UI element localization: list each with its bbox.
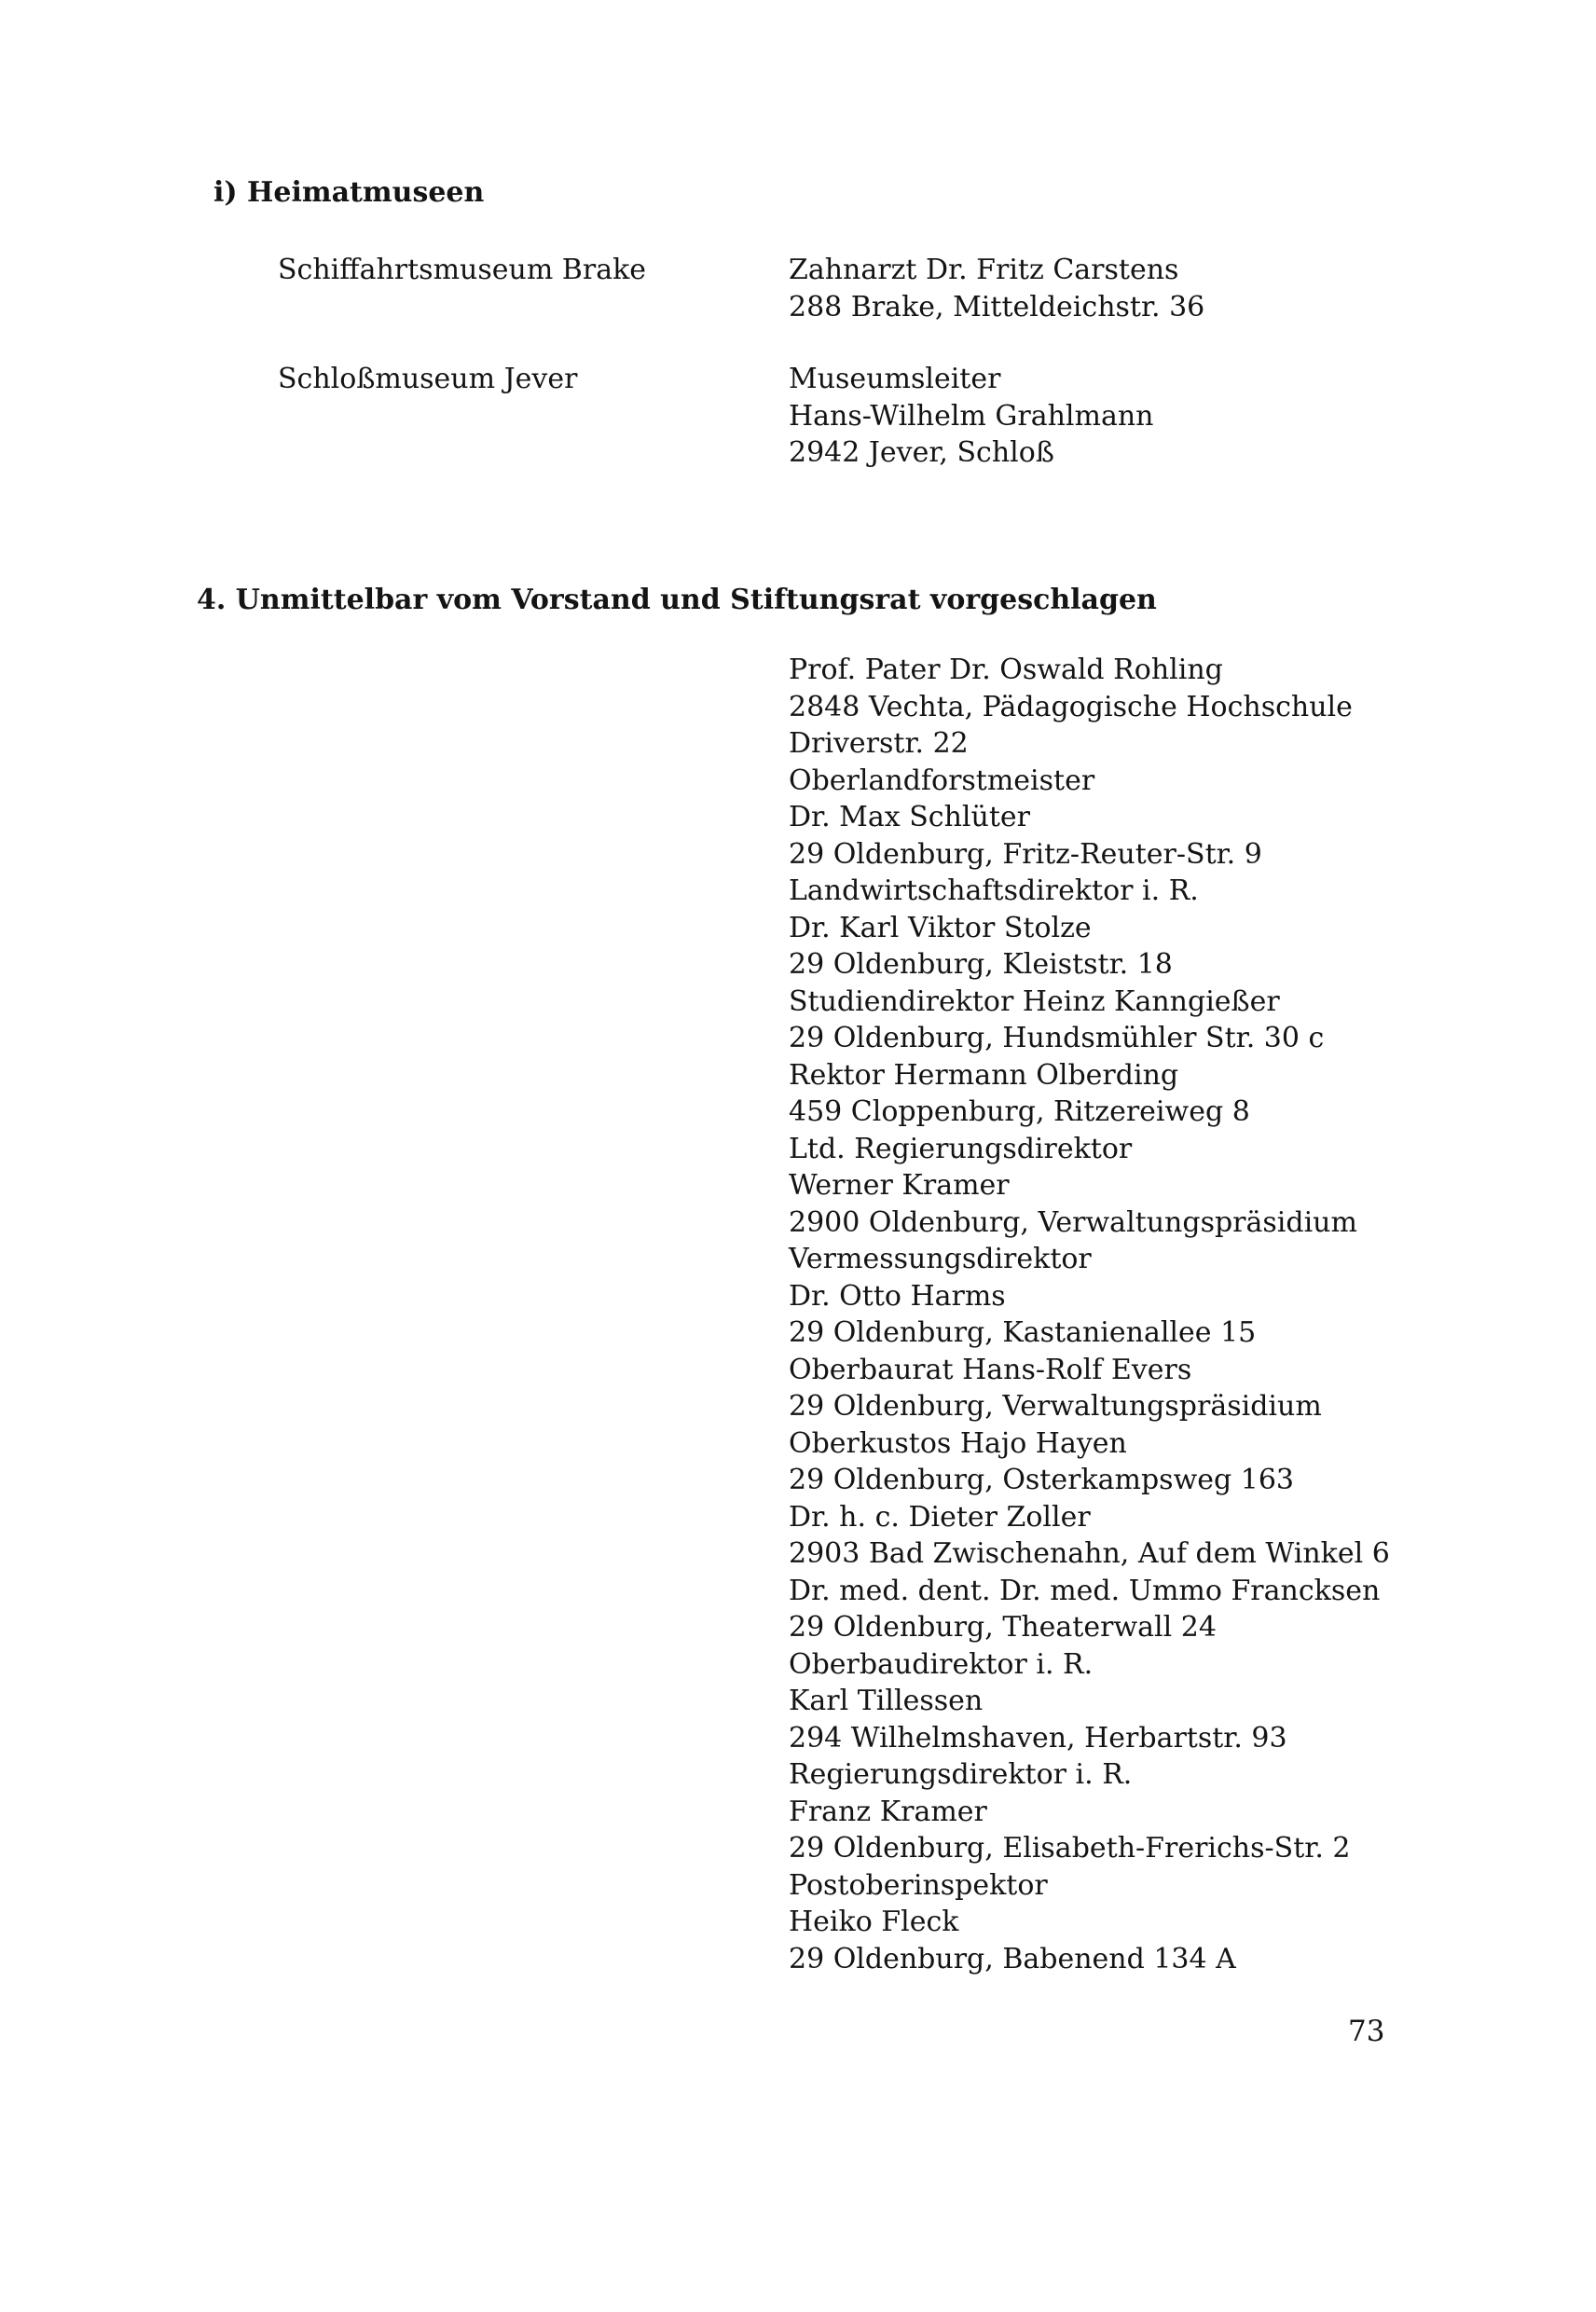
member-list bbox=[789, 652, 1390, 1977]
contact-line: 288 Brake, Mitteldeichstr. 36 bbox=[789, 290, 1205, 323]
museum-name: Schiffahrtsmuseum Brake bbox=[278, 254, 647, 286]
list-item: Landwirtschaftsdirektor i. R. bbox=[789, 874, 1199, 907]
list-item: 29 Oldenburg, Fritz-Reuter-Str. 9 bbox=[789, 837, 1262, 871]
section-heading-vorgeschlagen: 4. Unmittelbar vom Vorstand und Stiftungsrat vorgeschlagen bbox=[197, 584, 1157, 616]
list-item: Dr. Karl Viktor Stolze bbox=[789, 911, 1092, 944]
list-item: 2900 Oldenburg, Verwaltungspräsidium bbox=[789, 1205, 1357, 1239]
list-item: Regierungsdirektor i. R. bbox=[789, 1758, 1133, 1791]
list-item: Driverstr. 22 bbox=[789, 727, 969, 760]
list-item: 459 Cloppenburg, Ritzereiweg 8 bbox=[789, 1095, 1250, 1128]
museum-name: Schloßmuseum Jever bbox=[278, 363, 578, 395]
contact-line: Zahnarzt Dr. Fritz Carstens bbox=[789, 254, 1179, 286]
list-item: 29 Oldenburg, Kleiststr. 18 bbox=[789, 948, 1173, 981]
contact-line: Museumsleiter bbox=[789, 363, 1001, 395]
list-item: Prof. Pater Dr. Oswald Rohling bbox=[789, 654, 1223, 686]
list-item: 29 Oldenburg, Elisabeth-Frerichs-Str. 2 bbox=[789, 1832, 1351, 1865]
list-item: Franz Kramer bbox=[789, 1795, 987, 1828]
list-item: Dr. med. dent. Dr. med. Ummo Francksen bbox=[789, 1574, 1381, 1607]
museum-contact bbox=[789, 252, 1204, 325]
section-heading-heimatmuseen: i) Heimatmuseen bbox=[213, 176, 485, 209]
list-item: Dr. h. c. Dieter Zoller bbox=[789, 1500, 1091, 1534]
page-number: 73 bbox=[1348, 2015, 1385, 2048]
list-item: 29 Oldenburg, Theaterwall 24 bbox=[789, 1611, 1217, 1644]
list-item: 2903 Bad Zwischenahn, Auf dem Winkel 6 bbox=[789, 1537, 1390, 1570]
list-item: 29 Oldenburg, Verwaltungspräsidium bbox=[789, 1390, 1322, 1423]
list-item: Heiko Fleck bbox=[789, 1906, 959, 1938]
list-item: Ltd. Regierungsdirektor bbox=[789, 1132, 1133, 1165]
list-item: 29 Oldenburg, Babenend 134 A bbox=[789, 1942, 1236, 1975]
list-item: Karl Tillessen bbox=[789, 1685, 984, 1717]
list-item: 2848 Vechta, Pädagogische Hochschule bbox=[789, 690, 1353, 723]
list-item: Oberbaudirektor i. R. bbox=[789, 1647, 1094, 1681]
contact-line: 2942 Jever, Schloß bbox=[789, 436, 1054, 470]
list-item: 29 Oldenburg, Kastanienallee 15 bbox=[789, 1316, 1257, 1349]
list-item: Oberkustos Hajo Hayen bbox=[789, 1426, 1127, 1460]
list-item: Vermessungsdirektor bbox=[789, 1243, 1092, 1275]
list-item: 29 Oldenburg, Osterkampsweg 163 bbox=[789, 1464, 1295, 1496]
list-item: Dr. Otto Harms bbox=[789, 1279, 1006, 1313]
list-item: Postoberinspektor bbox=[789, 1868, 1048, 1902]
list-item: Oberbaurat Hans-Rolf Evers bbox=[789, 1353, 1192, 1386]
list-item: Studiendirektor Heinz Kanngießer bbox=[789, 984, 1280, 1018]
list-item: Rektor Hermann Olberding bbox=[789, 1058, 1179, 1092]
list-item: 29 Oldenburg, Hundsmühler Str. 30 c bbox=[789, 1022, 1325, 1054]
list-item: Oberlandforstmeister bbox=[789, 764, 1095, 797]
list-item: Werner Kramer bbox=[789, 1169, 1010, 1202]
list-item: 294 Wilhelmshaven, Herbartstr. 93 bbox=[789, 1721, 1287, 1755]
contact-line: Hans-Wilhelm Grahlmann bbox=[789, 399, 1154, 433]
museum-contact bbox=[789, 361, 1154, 472]
list-item: Dr. Max Schlüter bbox=[789, 801, 1030, 833]
